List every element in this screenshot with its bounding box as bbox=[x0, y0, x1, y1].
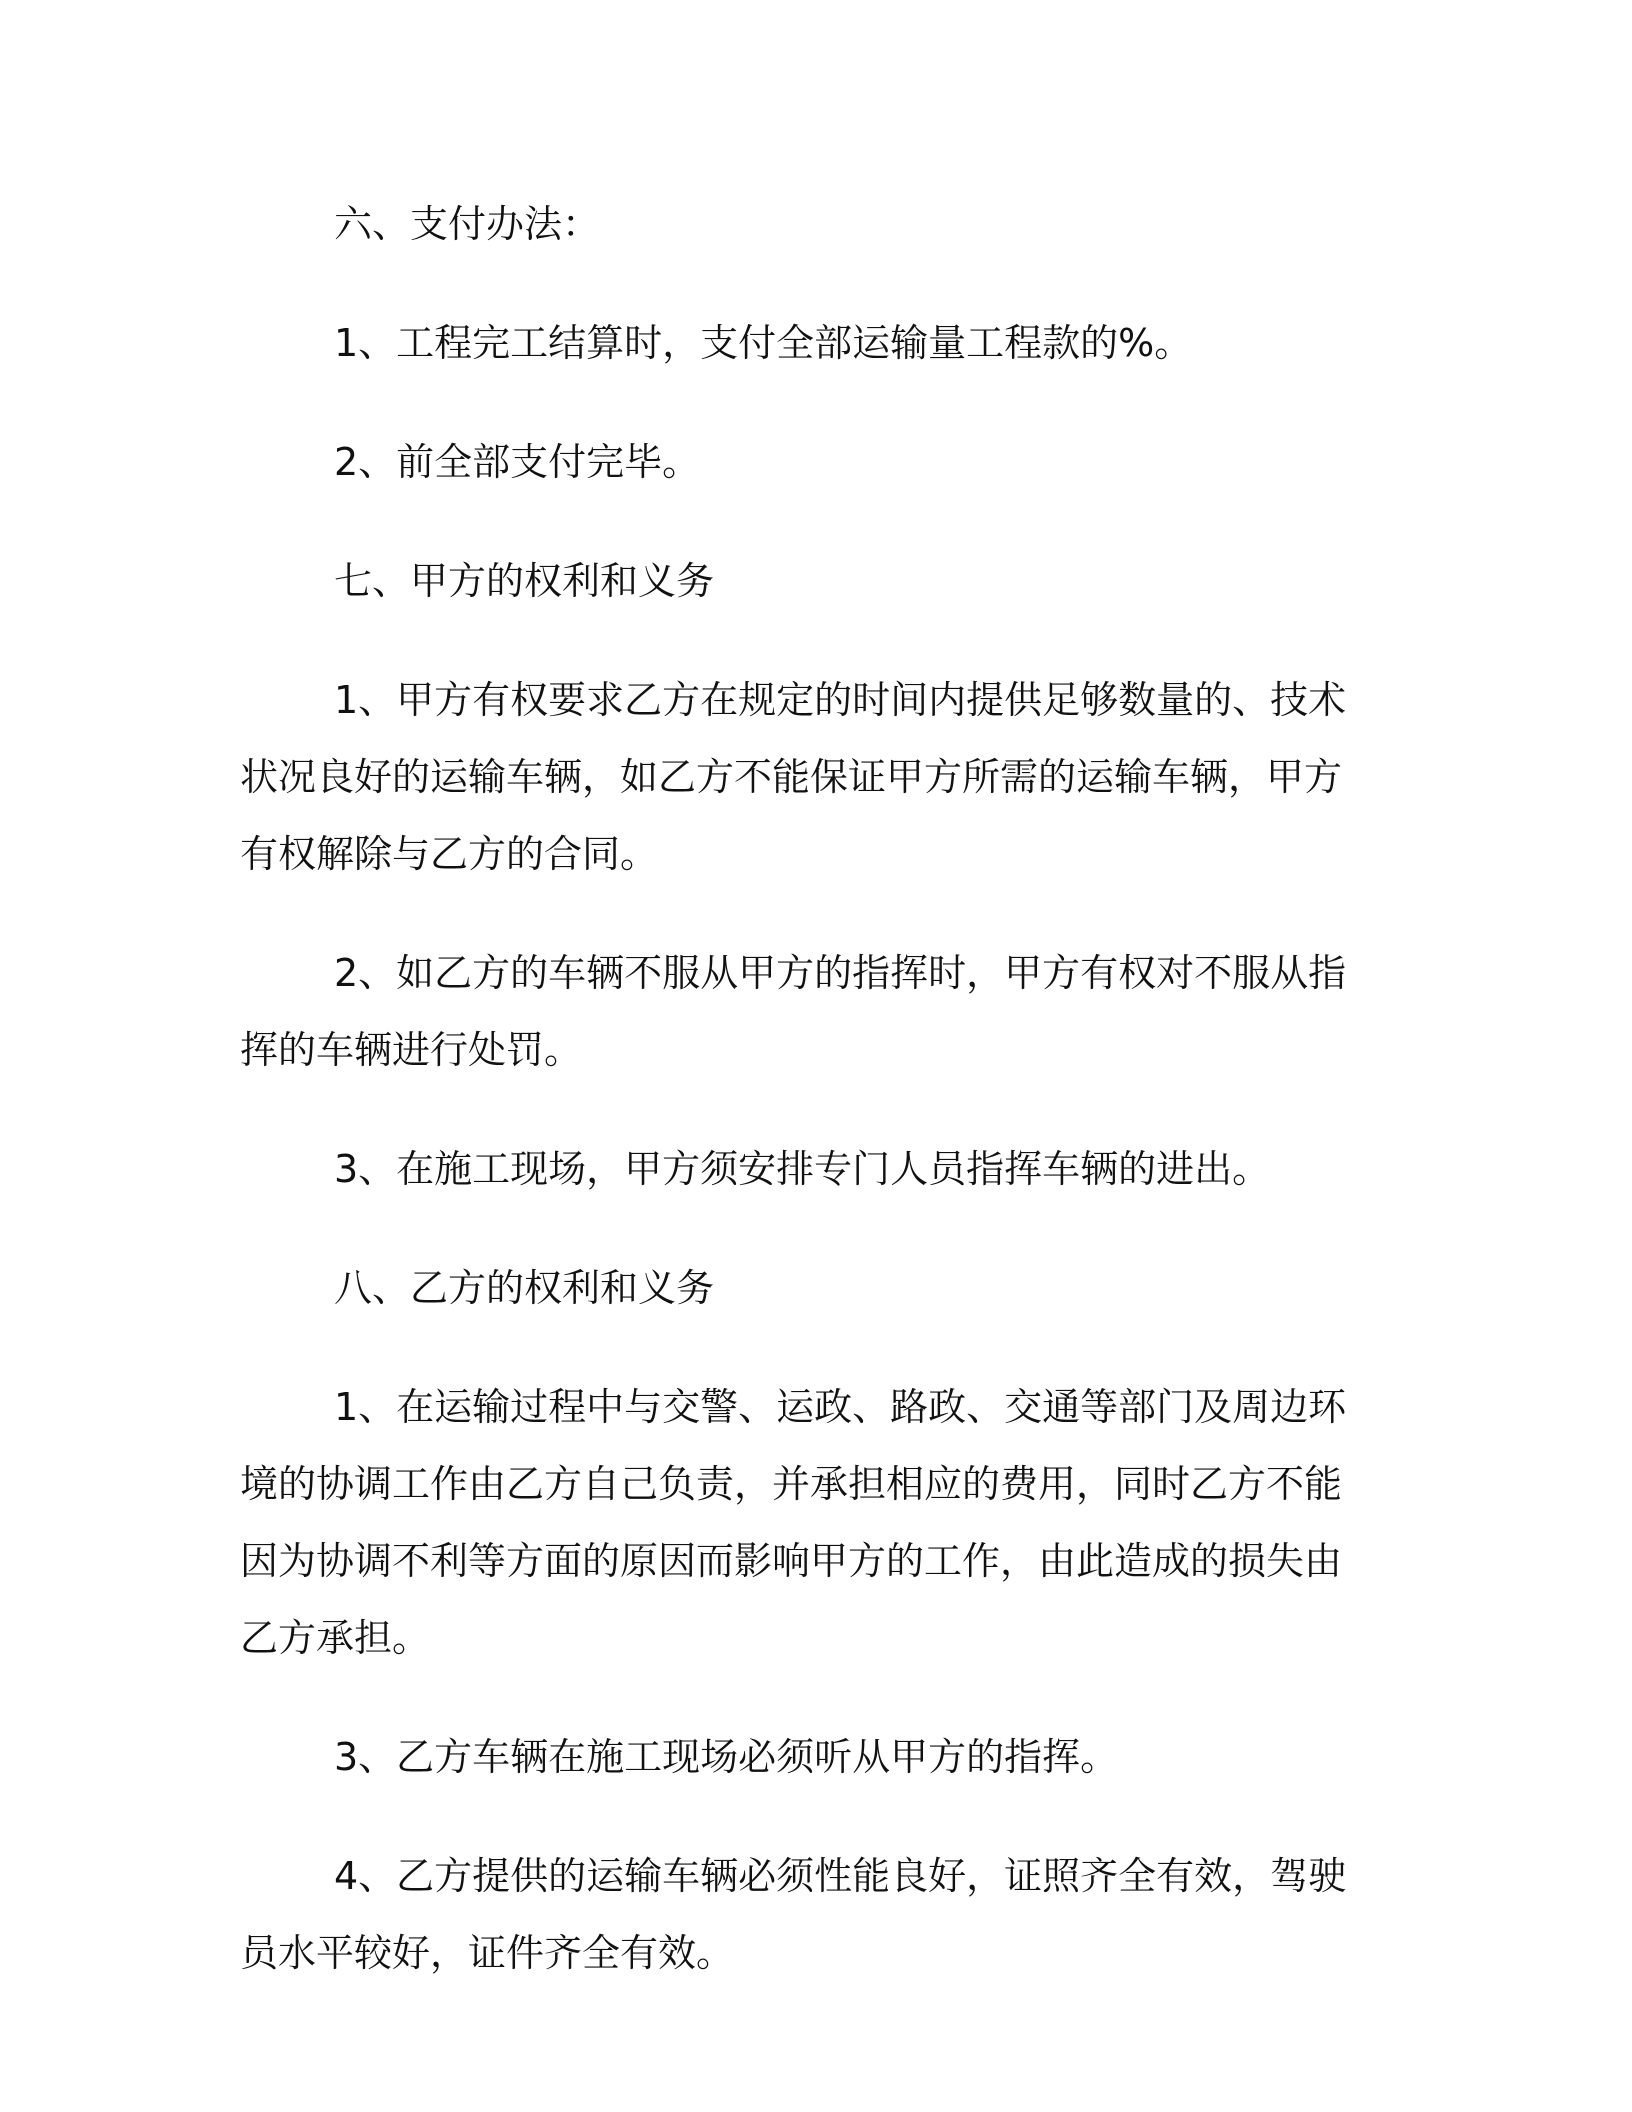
paragraph-party-a-2: 2、如乙方的车辆不服从甲方的指挥时，甲方有权对不服从指挥的车辆进行处罚。 bbox=[240, 951, 1347, 1072]
paragraph-payment-1: 1、工程完工结算时，支付全部运输量工程款的%。 bbox=[334, 321, 1193, 365]
paragraph-party-a-1: 1、甲方有权要求乙方在规定的时间内提供足够数量的、技术状况良好的运输车辆，如乙方不能保证甲方所需的运输车辆，甲方有权解除与乙方的合同。 bbox=[240, 678, 1347, 876]
section-heading-payment: 六、支付办法： bbox=[334, 202, 601, 246]
paragraph-party-b-4: 4、乙方提供的运输车辆必须性能良好，证照齐全有效，驾驶员水平较好，证件齐全有效。 bbox=[240, 1854, 1347, 1975]
paragraph-payment-2: 2、前全部支付完毕。 bbox=[334, 440, 701, 484]
section-heading-party-a: 七、甲方的权利和义务 bbox=[334, 559, 715, 603]
paragraph-party-a-3: 3、在施工现场，甲方须安排专门人员指挥车辆的进出。 bbox=[334, 1147, 1271, 1191]
section-heading-party-b: 八、乙方的权利和义务 bbox=[334, 1266, 715, 1310]
paragraph-party-b-1: 1、在运输过程中与交警、运政、路政、交通等部门及周边环境的协调工作由乙方自己负责，并承担相应的费用，同时乙方不能因为协调不利等方面的原因而影响甲方的工作，由此造成的损失由乙方承担。 bbox=[240, 1385, 1347, 1660]
paragraph-party-b-3: 3、乙方车辆在施工现场必须听从甲方的指挥。 bbox=[334, 1735, 1119, 1779]
document-body bbox=[240, 186, 1362, 2034]
